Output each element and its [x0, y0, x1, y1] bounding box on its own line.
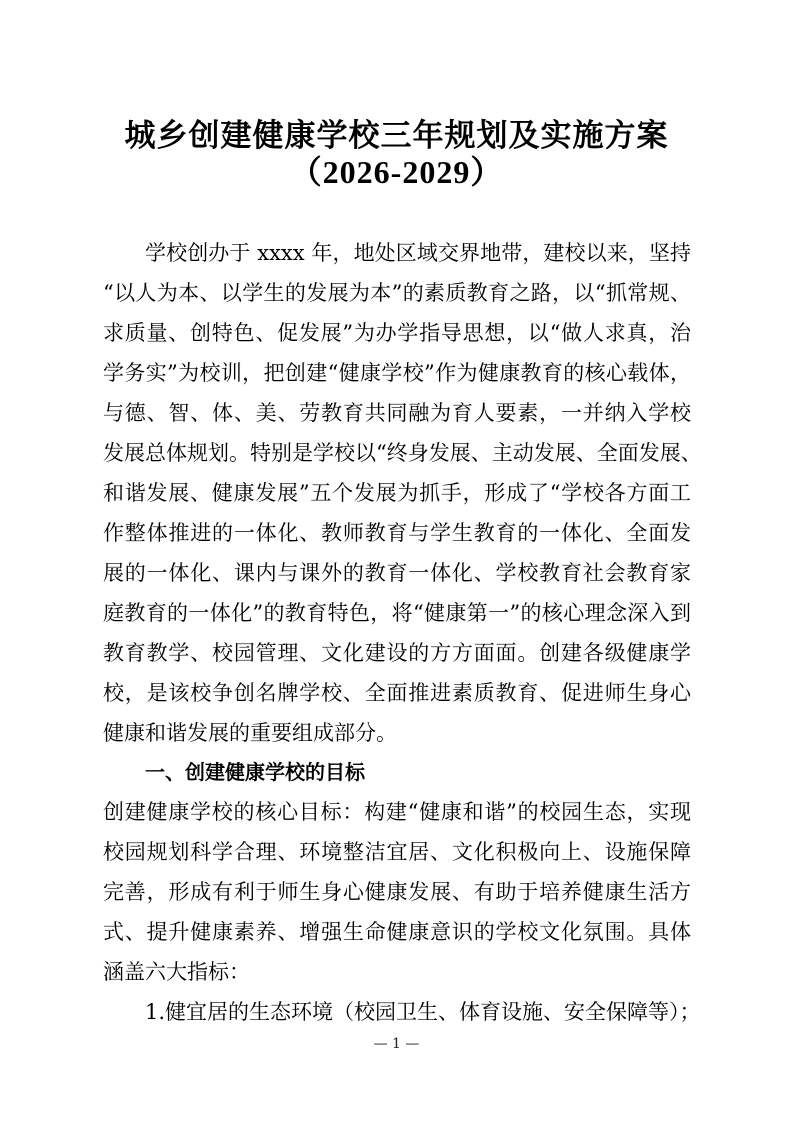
intro-line: 学校创办于 xxxx 年，地处区域交界地带，建校以来，坚持 — [145, 241, 691, 265]
section-line: 创建健康学校的核心目标：构建“健康和谐”的校园生态，实现 — [103, 800, 691, 824]
page-number: — 1 — — [373, 1036, 420, 1052]
intro-line: 校，是该校争创名牌学校、全面推进素质教育、促进师生身心 — [103, 681, 691, 705]
section-line: 完善，形成有利于师生身心健康发展、有助于培养健康生活方 — [103, 880, 691, 904]
section-line: 式、提升健康素养、增强生命健康意识的学校文化氛围。具体 — [103, 920, 691, 944]
document-title: 城乡创建健康学校三年规划及实施方案 — [124, 118, 669, 154]
intro-line: 作整体推进的一体化、教师教育与学生教育的一体化、全面发 — [103, 521, 691, 545]
section-heading: 一、创建健康学校的目标 — [145, 760, 365, 784]
list-item: 1.健宜居的生态环境（校园卫生、体育设施、安全保障等）； — [145, 1000, 701, 1024]
section-line: 涵盖六大指标： — [103, 960, 250, 984]
intro-line: 健康和谐发展的重要组成部分。 — [103, 721, 397, 745]
intro-line: 求质量、创特色、促发展”为办学指导思想，以“做人求真，治 — [103, 321, 691, 345]
intro-line: 发展总体规划。特别是学校以“终身发展、主动发展、全面发展、 — [103, 441, 702, 465]
section-line: 校园规划科学合理、环境整洁宜居、文化积极向上、设施保障 — [103, 840, 691, 864]
intro-line: 展的一体化、课内与课外的教育一体化、学校教育社会教育家 — [103, 561, 691, 585]
intro-line: 教育教学、校园管理、文化建设的方方面面。创建各级健康学 — [103, 641, 691, 665]
intro-line: 庭教育的一体化”的教育特色，将“健康第一”的核心理念深入到 — [103, 601, 691, 625]
intro-line: “以人为本、以学生的发展为本”的素质教育之路，以“抓常规、 — [103, 281, 691, 305]
intro-line: 学务实”为校训，把创建“健康学校”作为健康教育的核心载体， — [103, 361, 691, 385]
intro-line: 和谐发展、健康发展”五个发展为抓手，形成了“学校各方面工 — [103, 481, 691, 505]
document-subtitle: （2026-2029） — [289, 154, 504, 190]
intro-line: 与德、智、体、美、劳教育共同融为育人要素，一并纳入学校 — [103, 401, 691, 425]
